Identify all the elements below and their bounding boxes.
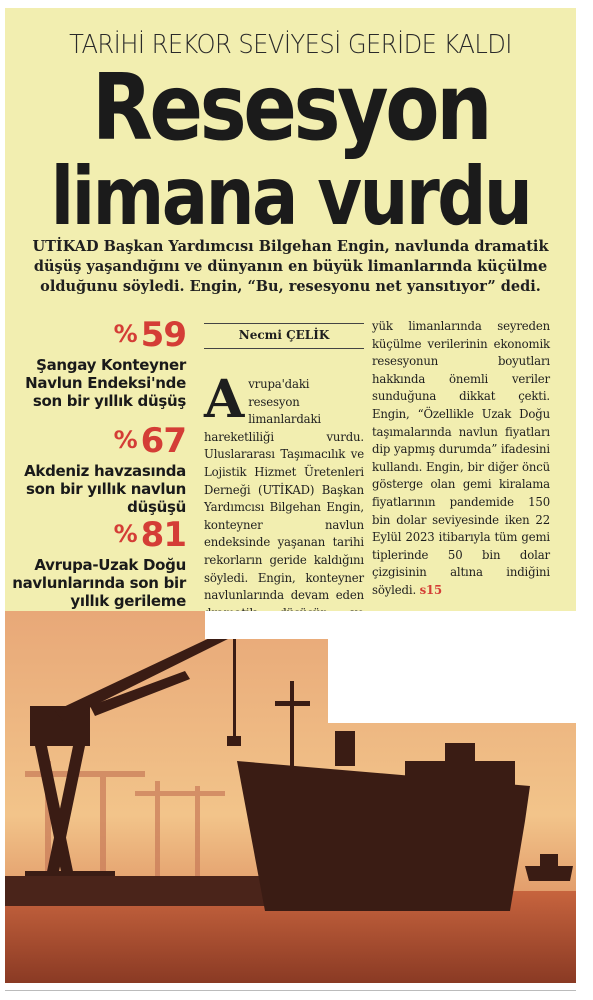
blank-area-right xyxy=(328,639,576,723)
stat-number xyxy=(12,315,186,355)
blank-area-top xyxy=(205,611,576,639)
byline: Necmi ÇELİK xyxy=(238,328,330,342)
byline-rule-top xyxy=(204,323,364,324)
page-reference[interactable]: s15 xyxy=(419,582,443,597)
quay xyxy=(5,876,285,906)
stat-number xyxy=(12,515,186,555)
stat-caption: Akdeniz havzasında son bir yıllık navlun düşüşü xyxy=(24,462,186,516)
article-text-1: vrupa'daki resesyon limanlardaki hareketliliği vurdu. Uluslararası Taşımacılık ve Lojistik Hizmet Üretenleri Derneği (UTİKAD) Başkan Yardımcısı Bilgehan Engin, konteyner navlun endeksinde yaşanan tarihi rekorların geride kaldığını söyledi. Engin, konteyner navlunlarında devam eden xyxy=(204,377,364,603)
stat-value: 81 xyxy=(140,515,186,555)
percent-sign: % xyxy=(113,320,138,348)
byline-rule-bottom xyxy=(204,348,364,349)
headline-line-1: Resesyon xyxy=(91,54,490,161)
article-column-2 xyxy=(372,318,550,600)
stat-block-1 xyxy=(12,315,186,410)
stat-number xyxy=(12,421,186,461)
percent-sign: % xyxy=(113,520,138,548)
stat-value: 59 xyxy=(140,315,186,355)
headline-line-2: limana vurdu xyxy=(50,150,531,243)
drop-cap: A xyxy=(204,369,245,430)
bottom-rule xyxy=(5,990,576,991)
stat-value: 67 xyxy=(140,421,186,461)
percent-sign: % xyxy=(113,426,138,454)
article-text-2: yük limanlarında seyreden küçülme verilerinin ekonomik resesyonun boyutları hakkında önemli veriler sunduğuna dikkat çekti. Engin, “Özellikle Uzak Doğu taşımalarında navlun fiyatları dip yapmış durumda” ifadesini kullandı. Engin, bir diğer öncü gösterge olan gemi kiralama fiyatlarının pandemide 150 bin dolar seviyesinde iken 22 Eylül 2023 itibarıyla tüm gemi tiplerinde 50 bin dolar çizgisinin altına indiğini söyledi. xyxy=(372,319,550,597)
kicker-headline: TARİHİ REKOR SEVİYESİ GERİDE KALDI xyxy=(69,30,512,60)
article-column-1 xyxy=(204,369,364,640)
stat-block-3 xyxy=(12,515,186,610)
lead-paragraph: UTİKAD Başkan Yardımcısı Bilgehan Engin, navlunda dramatik düşüş yaşandığını ve dünyanın en büyük limanlarında küçülme olduğunu söyledi. Engin, “Bu, resesyonu net yansıtıyor” dedi. xyxy=(32,238,549,295)
stat-caption: Avrupa-Uzak Doğu navlunlarında son bir yıllık gerileme xyxy=(12,556,186,610)
stat-block-2 xyxy=(12,421,186,516)
stat-caption: Şangay Konteyner Navlun Endeksi'nde son bir yıllık düşüş xyxy=(25,356,186,410)
